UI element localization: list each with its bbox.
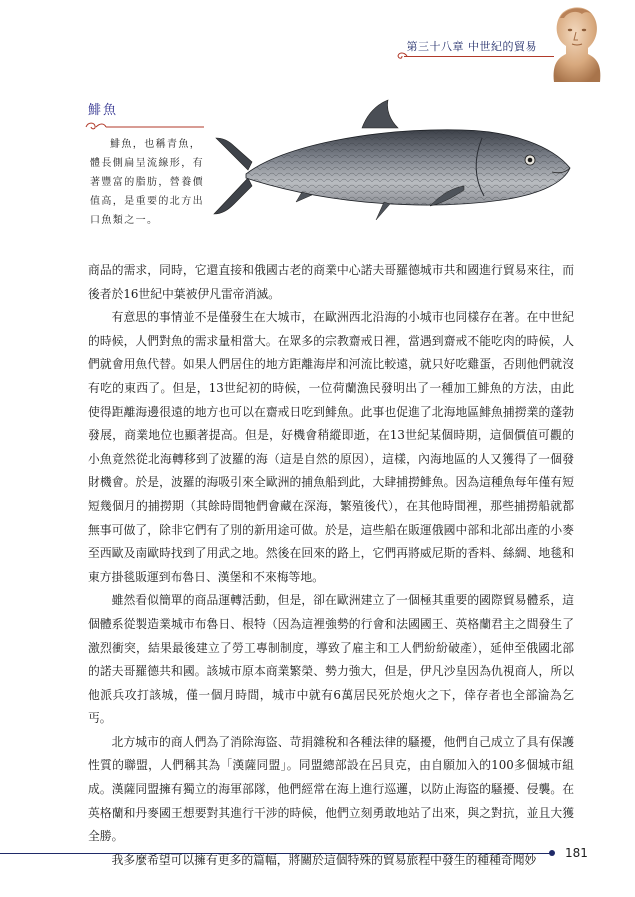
roman-bust-icon xyxy=(542,2,608,82)
paragraph: 雖然看似簡單的商品運轉活動，但是，卻在歐洲建立了一個極其重要的國際貿易體系，這個體系從製造業城市布魯日、根特（因為這裡強勢的行會和法國國王、英格蘭君主之間發生了激烈衝突，結果最後建立了勞工專制制度，導致了雇主和工人們紛紛破產），延伸至俄國北部的諾夫哥羅德共和國。該城市原本商業繁榮、勢力強大，但是，伊凡沙皇因為仇視商人，所以他派兵攻打該城，僅一個月時間，城市中就有6萬居民死於炮火之下，倖存者也全部淪為乞丐。 xyxy=(88,593,574,726)
footer-rule xyxy=(0,853,552,854)
label-ornament-icon xyxy=(84,120,206,132)
header-rule xyxy=(404,56,554,57)
herring-illustration xyxy=(212,98,574,228)
paragraph: 商品的需求，同時，它還直接和俄國古老的商業中心諾夫哥羅德城市共和國進行貿易來往，而後者於16世紀中葉被伊凡雷帝消滅。 xyxy=(88,263,574,301)
page-header xyxy=(0,0,635,82)
paragraph: 有意思的事情並不是僅發生在大城市，在歐洲西北沿海的小城市也同樣存在著。在中世紀的時候，人們對魚的需求量相當大。在眾多的宗教齋戒日裡，當遇到齋戒不能吃肉的時候，人們就會用魚代替。如果人們居住的地方距離海岸和河流比較遠，就只好吃雞蛋，否則他們就沒有吃的東西了。但是，13世紀初的時候，一位荷蘭漁民發明出了一種加工鯡魚的方法，由此使得距離海邊很遠的地方也可以在齋戒日吃到鯡魚。此事也促進了北海地區鯡魚捕撈業的蓬勃發展，商業地位也顯著提高。但是，好機會稍縱即逝，在13世紀某個時期，這個價值可觀的小魚竟然從北海轉移到了波羅的海（這是自然的原因），這樣，內海地區的人又獲得了一個發財機會。於是，波羅的海吸引來全歐洲的捕魚船到此，大肆捕撈鯡魚。因為這種魚每年僅有短短幾個月的捕撈期（其餘時間牠們會藏在深海，繁殖後代），在其他時間裡，那些捕撈船就都無事可做了，除非它們有了別的新用途可做。於是，這些船在販運俄國中部和北部出產的小麥至西歐及南歐時找到了用武之地。然後在回來的路上，它們再將威尼斯的香料、絲綢、地毯和東方掛毯販運到布魯日、漢堡和不來梅等地。 xyxy=(88,310,574,584)
paragraph: 北方城市的商人們為了消除海盜、苛捐雜稅和各種法律的騷擾，他們自己成立了具有保護性質的聯盟，人們稱其為「漢薩同盟」。同盟總部設在呂貝克，由自願加入的100多個城市組成。漢薩同盟擁有獨立的海軍部隊，他們經常在海上進行巡邏，以防止海盜的騷擾、侵襲。在英格蘭和丹麥國王想要對其進行干涉的時候，他們立刻勇敢地站了出來，與之對抗，並且大獲全勝。 xyxy=(88,734,574,844)
page-number: 181 xyxy=(565,846,588,860)
sidebar-label: 鯡魚 xyxy=(88,103,119,118)
footer-dot xyxy=(549,850,555,856)
body-text xyxy=(88,259,574,872)
chapter-title: 第三十八章 中世紀的貿易 xyxy=(406,40,537,53)
sidebar-caption: 鯡魚，也稱青魚，體長側扁呈流線形，有著豐富的脂肪，營養價值高，是重要的北方出口魚類之一。 xyxy=(90,139,204,226)
paragraph: 我多麼希望可以擁有更多的篇幅，將關於這個特殊的貿易旅程中發生的種種奇聞妙 xyxy=(111,852,537,867)
